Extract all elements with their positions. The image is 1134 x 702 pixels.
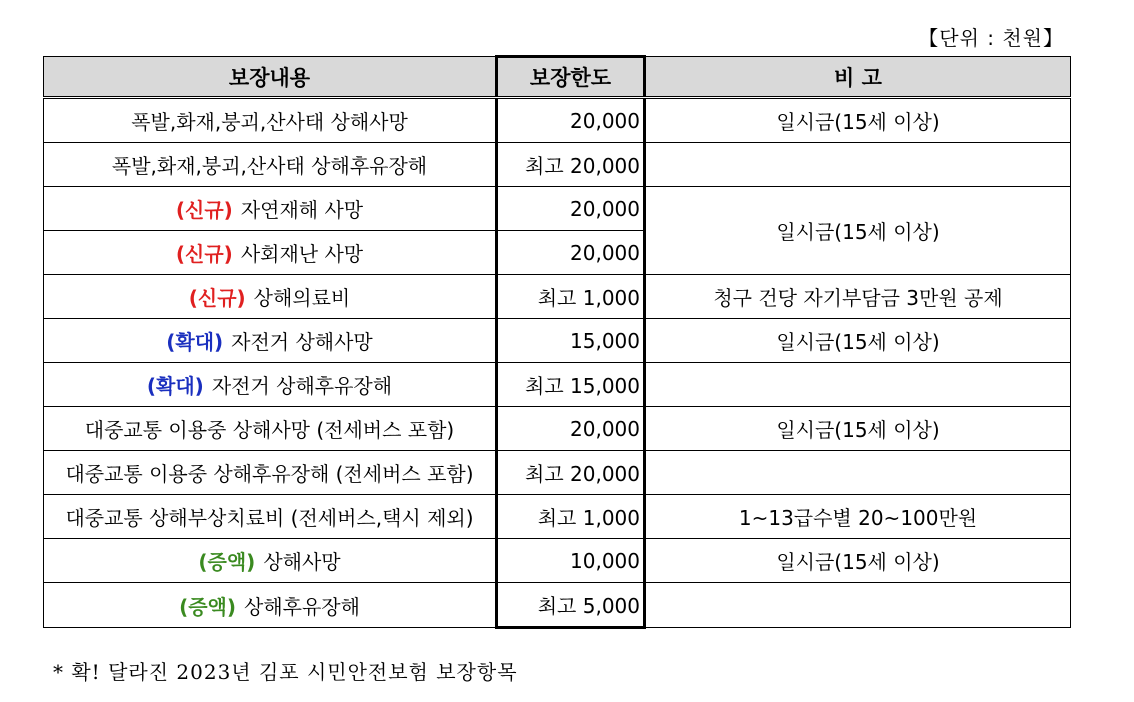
- coverage-note: 일시금(15세 이상): [645, 98, 1071, 143]
- header-row: [44, 57, 1071, 98]
- coverage-item: [44, 539, 497, 583]
- item-label: 상해후유장해: [244, 594, 360, 619]
- table-row: [44, 319, 1071, 363]
- coverage-note: [645, 363, 1071, 407]
- coverage-limit: 최고 15,000: [497, 363, 645, 407]
- item-label: 자전거 상해후유장해: [211, 374, 393, 398]
- coverage-limit: 최고 20,000: [497, 451, 645, 495]
- coverage-note: 일시금(15세 이상): [645, 539, 1071, 583]
- item-label: 상해의료비: [253, 286, 351, 310]
- coverage-limit: 10,000: [497, 539, 645, 583]
- table-row: [44, 143, 1071, 187]
- item-tag: (신규): [175, 242, 233, 266]
- table-row: [44, 98, 1071, 143]
- item-tag: (신규): [188, 286, 246, 310]
- coverage-item: [44, 143, 497, 187]
- coverage-note: 일시금(15세 이상): [645, 319, 1071, 363]
- table-row: [44, 407, 1071, 451]
- item-label: 사회재난 사망: [240, 242, 364, 266]
- item-tag: (신규): [175, 198, 233, 222]
- table-row: [44, 275, 1071, 319]
- coverage-limit: 최고 1,000: [497, 275, 645, 319]
- footnote: * 확! 달라진 2023년 김포 시민안전보험 보장항목: [53, 660, 518, 684]
- table-row: [44, 451, 1071, 495]
- coverage-item: [44, 275, 497, 319]
- header-content: 보장내용: [44, 57, 497, 98]
- coverage-item: [44, 98, 497, 143]
- coverage-item: [44, 451, 497, 495]
- table-row: [44, 539, 1071, 583]
- coverage-note: 1~13급수별 20~100만원: [645, 495, 1071, 539]
- item-label: 자전거 상해사망: [231, 330, 373, 354]
- unit-label: 【단위 : 천원】: [918, 26, 1064, 50]
- table-row: [44, 583, 1071, 628]
- coverage-limit: 20,000: [497, 187, 645, 231]
- item-tag: (확대): [166, 330, 224, 354]
- item-tag: (확대): [146, 374, 204, 398]
- coverage-note: [645, 143, 1071, 187]
- coverage-note: 청구 건당 자기부담금 3만원 공제: [645, 275, 1071, 319]
- coverage-item: [44, 583, 497, 628]
- coverage-limit: 15,000: [497, 319, 645, 363]
- item-label: 대중교통 이용중 상해후유장해 (전세버스 포함): [65, 462, 474, 486]
- item-label: 대중교통 이용중 상해사망 (전세버스 포함): [84, 418, 455, 442]
- item-label: 폭발,화재,붕괴,산사태 상해후유장해: [111, 154, 428, 178]
- coverage-limit: 20,000: [497, 231, 645, 275]
- coverage-note: [645, 451, 1071, 495]
- coverage-limit: 20,000: [497, 407, 645, 451]
- coverage-item: [44, 363, 497, 407]
- coverage-item: [44, 187, 497, 231]
- header-note: 비 고: [645, 57, 1071, 98]
- coverage-item: [44, 319, 497, 363]
- table-row: [44, 363, 1071, 407]
- coverage-table: [43, 55, 1071, 629]
- coverage-limit: 최고 20,000: [497, 143, 645, 187]
- coverage-note: 일시금(15세 이상): [645, 407, 1071, 451]
- table-row: [44, 495, 1071, 539]
- coverage-note: [645, 583, 1071, 628]
- item-label: 자연재해 사망: [240, 198, 364, 222]
- item-label: 대중교통 상해부상치료비 (전세버스,택시 제외): [65, 506, 474, 530]
- coverage-item: [44, 407, 497, 451]
- coverage-note: 일시금(15세 이상): [645, 187, 1071, 275]
- item-tag: (증액): [179, 594, 236, 619]
- header-limit: 보장한도: [497, 57, 645, 98]
- item-label: 폭발,화재,붕괴,산사태 상해사망: [131, 110, 408, 134]
- item-label: 상해사망: [263, 550, 341, 574]
- coverage-limit: 최고 5,000: [497, 583, 645, 628]
- coverage-item: [44, 231, 497, 275]
- table-row: [44, 187, 1071, 231]
- coverage-limit: 20,000: [497, 98, 645, 143]
- coverage-item: [44, 495, 497, 539]
- coverage-limit: 최고 1,000: [497, 495, 645, 539]
- item-tag: (증액): [198, 550, 256, 574]
